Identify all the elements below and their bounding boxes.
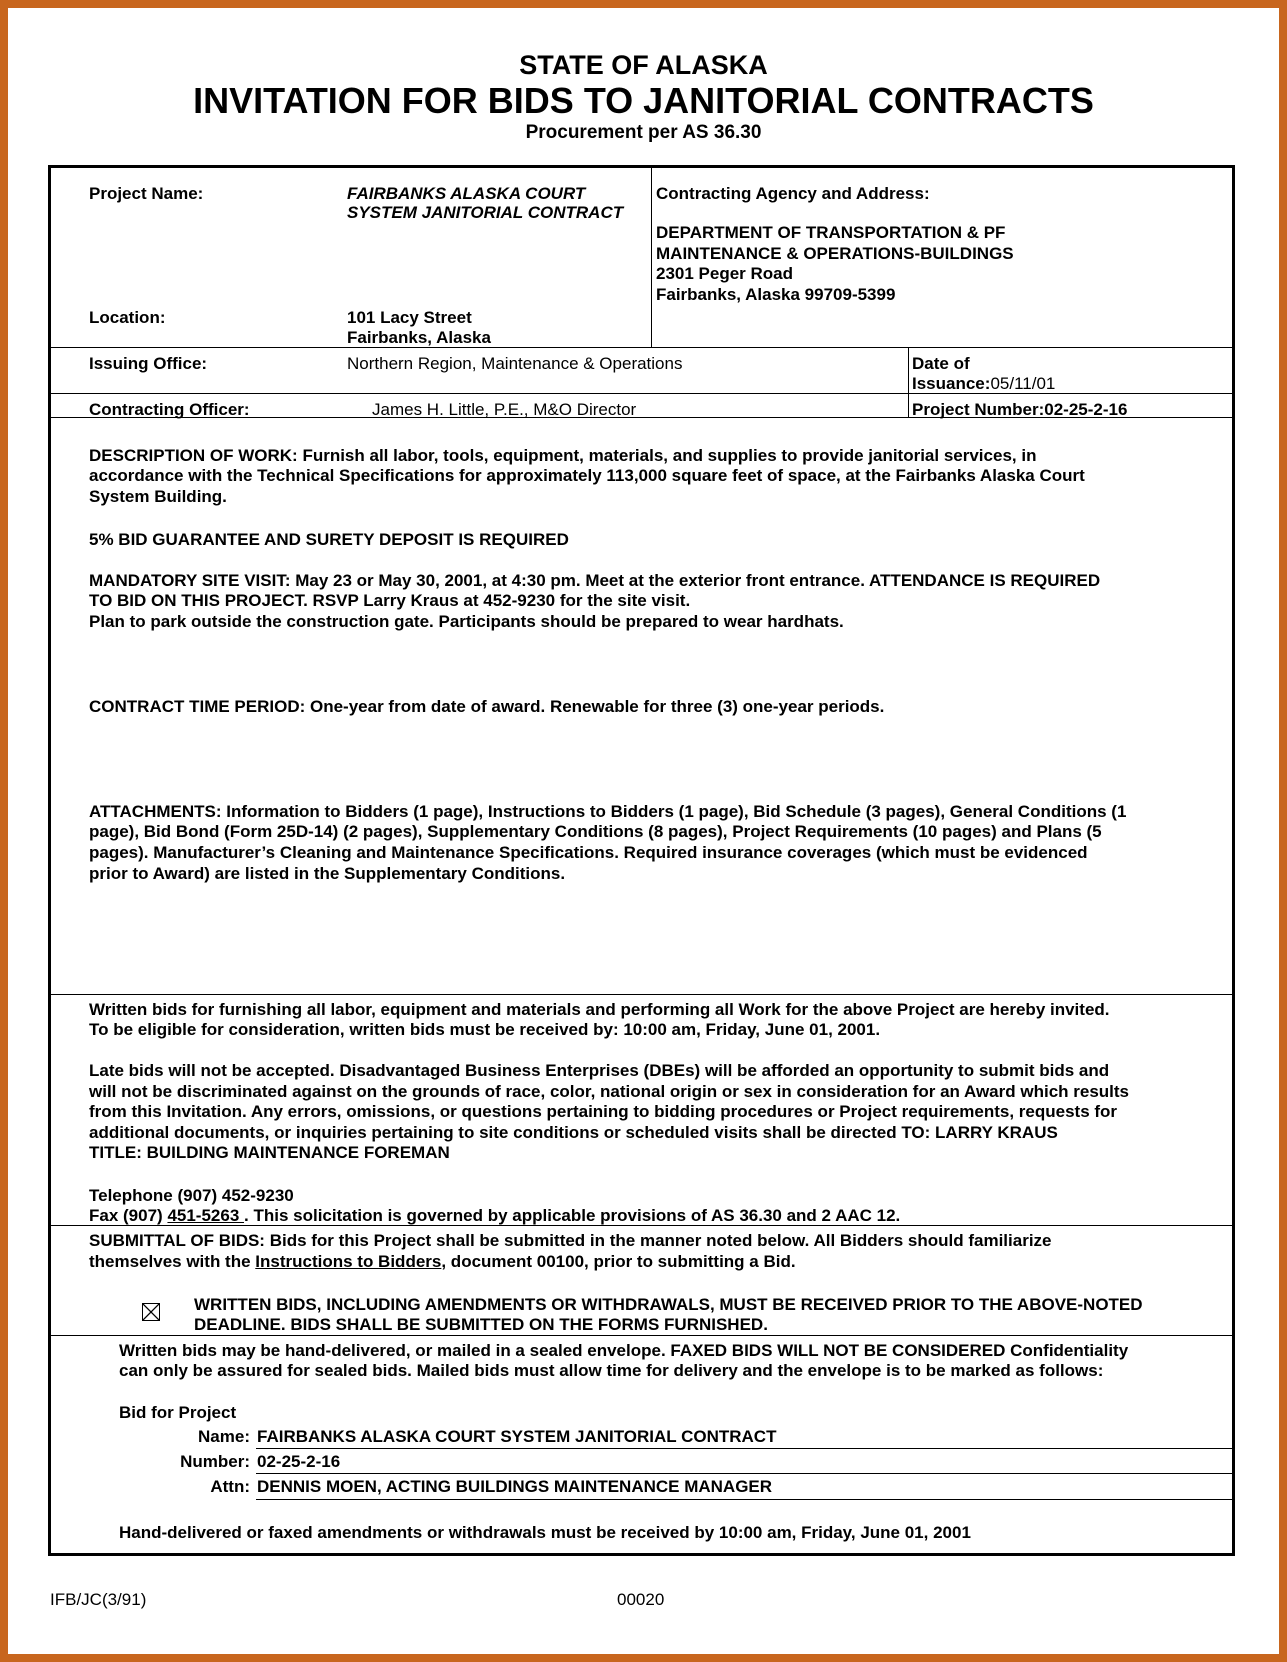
fax-line: Fax (907) 451-5263 . This solicitation is governed by applicable provisions of AS 36.30 and 2 AAC 12.: [89, 1206, 901, 1225]
invitation-line1: Written bids for furnishing all labor, equipment and materials and performing all Work for the above Project are hereby invited.: [89, 1000, 1110, 1019]
project-name-line2: SYSTEM JANITORIAL CONTRACT: [347, 203, 624, 222]
telephone: Telephone (907) 452-9230: [89, 1186, 294, 1205]
project-name-line1: FAIRBANKS ALASKA COURT: [347, 184, 586, 203]
description-line3: System Building.: [89, 487, 227, 506]
fax-number: 451-5263: [167, 1206, 245, 1225]
envelope-name-underline: [256, 1448, 1232, 1449]
date-label-line1: Date of: [912, 354, 970, 373]
envelope-attn-value: DENNIS MOEN, ACTING BUILDINGS MAINTENANCE MANAGER: [257, 1477, 773, 1496]
late-bids-line5: TITLE: BUILDING MAINTENANCE FOREMAN: [89, 1143, 450, 1162]
contracting-officer-value: James H. Little, P.E., M&O Director: [372, 400, 637, 419]
project-number: Project Number:02-25-2-16: [912, 400, 1128, 419]
invitation-line2: To be eligible for consideration, written bids must be received by: 10:00 am, Friday, June 01, 2001.: [89, 1020, 881, 1039]
site-visit-line1: MANDATORY SITE VISIT: May 23 or May 30, 2001, at 4:30 pm. Meet at the exterior front entrance. ATTENDANCE IS REQUIRED: [89, 571, 1101, 590]
agency-line3: 2301 Peger Road: [656, 264, 794, 283]
location-label: Location:: [89, 308, 166, 327]
attachments-line4: prior to Award) are listed in the Supplementary Conditions.: [89, 864, 566, 883]
envelope-name-label: Name:: [198, 1427, 250, 1446]
late-bids-line1: Late bids will not be accepted. Disadvantaged Business Enterprises (DBEs) will be afforded an opportunity to submit bids and: [89, 1061, 1110, 1080]
row-divider-5: [51, 1225, 1232, 1226]
description-line1: DESCRIPTION OF WORK: Furnish all labor, tools, equipment, materials, and supplies to provide janitorial services, in: [89, 446, 1037, 465]
contracting-officer-label: Contracting Officer:: [89, 400, 250, 419]
vertical-divider-agency: [651, 168, 652, 347]
envelope-number-underline: [256, 1473, 1232, 1474]
contract-time-period: CONTRACT TIME PERIOD: One-year from date of award. Renewable for three (3) one-year periods.: [89, 697, 885, 716]
late-bids-line4: additional documents, or inquiries pertaining to site conditions or scheduled visits shall be directed TO: LARRY KRAUS: [89, 1123, 1058, 1142]
row-divider-4: [51, 994, 1232, 995]
agency-line4: Fairbanks, Alaska 99709-5399: [656, 285, 896, 304]
form-box: [48, 165, 1235, 1556]
project-name-label: Project Name:: [89, 184, 204, 203]
issuing-office-label: Issuing Office:: [89, 354, 208, 373]
delivery-line1: Written bids may be hand-delivered, or mailed in a sealed envelope. FAXED BIDS WILL NOT BE CONSIDERED Confidentiality: [119, 1341, 1129, 1360]
site-visit-line3: Plan to park outside the construction gate. Participants should be prepared to wear hardhats.: [89, 612, 844, 631]
agency-line2: MAINTENANCE & OPERATIONS-BUILDINGS: [656, 244, 1014, 263]
location-line2: Fairbanks, Alaska: [347, 328, 491, 347]
envelope-number-value: 02-25-2-16: [257, 1452, 341, 1471]
row-divider-6: [51, 1335, 1232, 1336]
row-divider-3: [51, 417, 1232, 418]
notice-line2: DEADLINE. BIDS SHALL BE SUBMITTED ON THE FORMS FURNISHED.: [194, 1315, 768, 1334]
agency-line1: DEPARTMENT OF TRANSPORTATION & PF: [656, 223, 1006, 242]
amendments-deadline: Hand-delivered or faxed amendments or withdrawals must be received by 10:00 am, Friday, June 01, 2001: [119, 1523, 971, 1542]
notice-line1: WRITTEN BIDS, INCLUDING AMENDMENTS OR WITHDRAWALS, MUST BE RECEIVED PRIOR TO THE ABOVE-NOTED: [194, 1295, 1143, 1314]
attachments-line1: ATTACHMENTS: Information to Bidders (1 page), Instructions to Bidders (1 page), Bid Schedule (3 pages), General Conditions (1: [89, 802, 1127, 821]
page-code: 00020: [617, 1590, 665, 1609]
checkbox-x-icon: [143, 1304, 159, 1320]
agency-label: Contracting Agency and Address:: [656, 184, 930, 203]
attachments-line2: page), Bid Bond (Form 25D-14) (2 pages), Supplementary Conditions (8 pages), Project Requirements (10 pages) and Plans (5: [89, 822, 1102, 841]
date-of-issuance: Issuance:05/11/01: [912, 374, 1056, 393]
bid-for-project: Bid for Project: [119, 1403, 237, 1422]
envelope-name-value: FAIRBANKS ALASKA COURT SYSTEM JANITORIAL CONTRACT: [257, 1427, 777, 1446]
bid-guarantee-notice: 5% BID GUARANTEE AND SURETY DEPOSIT IS REQUIRED: [89, 530, 569, 549]
envelope-attn-label: Attn:: [210, 1477, 250, 1496]
row-divider-2: [51, 393, 1232, 394]
document-subtitle: Procurement per AS 36.30: [525, 122, 762, 143]
attachments-line3: pages). Manufacturer’s Cleaning and Maintenance Specifications. Required insurance coverages (which must be evidenced: [89, 843, 1088, 862]
form-id: IFB/JC(3/91): [50, 1590, 147, 1609]
late-bids-line3: from this Invitation. Any errors, omissions, or questions pertaining to bidding procedures or Project requirements, requests for: [89, 1102, 1118, 1121]
envelope-attn-underline: [256, 1499, 1232, 1500]
written-bids-checkbox: [142, 1303, 160, 1321]
submittal-line2: themselves with the Instructions to Bidders, document 00100, prior to submitting a Bid.: [89, 1252, 796, 1271]
location-line1: 101 Lacy Street: [347, 308, 472, 327]
late-bids-line2: will not be discriminated against on the grounds of race, color, national origin or sex in consideration for an Award which results: [89, 1082, 1130, 1101]
row-divider-1: [51, 347, 1232, 348]
site-visit-line2: TO BID ON THIS PROJECT. RSVP Larry Kraus at 452-9230 for the site visit.: [89, 591, 691, 610]
state-heading: STATE OF ALASKA: [519, 50, 768, 80]
document-title: INVITATION FOR BIDS TO JANITORIAL CONTRACTS: [193, 80, 1094, 121]
issuing-office-value: Northern Region, Maintenance & Operations: [347, 354, 683, 373]
instructions-to-bidders-link: Instructions to Bidders: [255, 1252, 442, 1271]
vertical-divider-date: [908, 347, 909, 417]
envelope-number-label: Number:: [180, 1452, 250, 1471]
delivery-line2: can only be assured for sealed bids. Mailed bids must allow time for delivery and the envelope is to be marked as follows:: [119, 1361, 1104, 1380]
description-line2: accordance with the Technical Specifications for approximately 113,000 square feet of space, at the Fairbanks Alaska Court: [89, 466, 1085, 485]
submittal-line1: SUBMITTAL OF BIDS: Bids for this Project shall be submitted in the manner noted below. All Bidders should familiarize: [89, 1231, 1052, 1250]
